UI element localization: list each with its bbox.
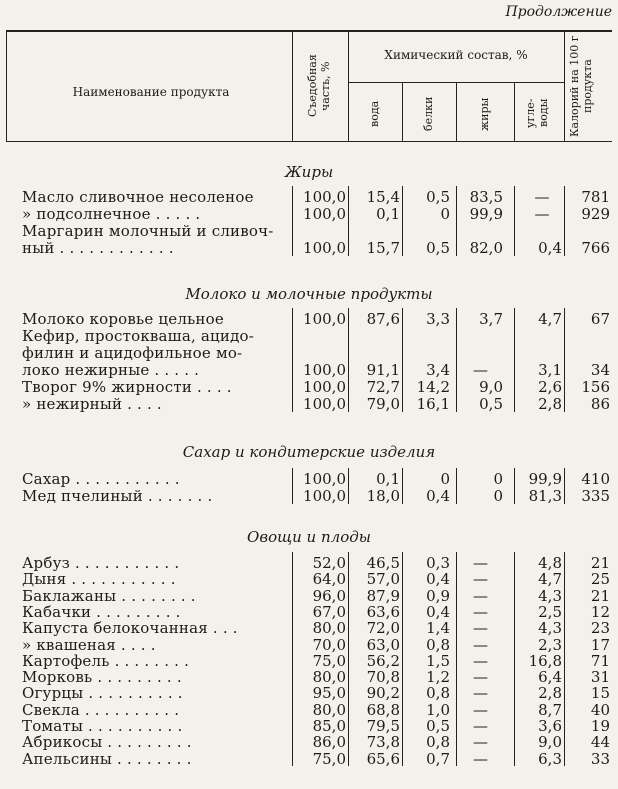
calories-value: 25 <box>590 570 610 589</box>
table-row <box>6 470 612 487</box>
column-divider <box>456 552 457 766</box>
table-row <box>6 554 612 571</box>
protein-value: 0,3 <box>426 554 450 572</box>
table-row <box>6 361 612 378</box>
section-title: Жиры <box>284 163 334 181</box>
column-divider <box>348 186 349 256</box>
protein-value: 0,5 <box>426 188 450 206</box>
section-title: Молоко и молочные продукты <box>185 285 433 303</box>
product-name: Кефир, простокваша, ацидо- <box>22 327 255 345</box>
edible-part-value: 80,0 <box>312 668 346 687</box>
fat-value: — <box>473 700 488 719</box>
calories-value: 44 <box>590 733 610 752</box>
protein-value: 1,5 <box>426 651 450 670</box>
fat-value: 0 <box>493 487 503 505</box>
table-row <box>6 717 612 734</box>
water-value: 79,5 <box>366 717 400 735</box>
protein-value: 0 <box>440 205 450 223</box>
calories-value: 781 <box>581 188 610 206</box>
edible-part-value: 100,0 <box>303 470 346 488</box>
header-divider <box>456 82 457 141</box>
column-divider <box>348 552 349 766</box>
header-divider <box>348 30 349 141</box>
water-value: 90,2 <box>366 684 400 703</box>
water-value: 0,1 <box>376 205 400 223</box>
protein-value: 0,7 <box>426 749 450 768</box>
fat-value: 0 <box>493 470 503 488</box>
table-row <box>6 733 612 750</box>
product-name: » квашеная . . . . <box>22 635 156 654</box>
column-divider <box>514 552 515 766</box>
carbs-value: 16,8 <box>528 651 562 670</box>
column-divider <box>348 308 349 412</box>
carbs-value: 2,5 <box>538 602 562 621</box>
table-row <box>6 750 612 767</box>
header-fat: жиры <box>478 97 491 131</box>
column-divider <box>564 468 565 504</box>
water-value: 87,9 <box>366 586 400 605</box>
fat-value: — <box>473 749 488 768</box>
fat-value: — <box>473 733 488 752</box>
carbs-value: 4,3 <box>538 586 562 605</box>
header-left-border <box>6 30 7 141</box>
water-value: 63,6 <box>366 602 400 621</box>
water-value: 0,1 <box>376 470 400 488</box>
edible-part-value: 100,0 <box>303 205 346 223</box>
column-divider <box>348 468 349 504</box>
fat-value: — <box>473 361 488 379</box>
continued-label: Продолжение <box>505 4 612 20</box>
table-row <box>6 701 612 718</box>
fat-value: — <box>473 619 488 638</box>
product-name: Мед пчелиный . . . . . . . <box>22 487 213 505</box>
protein-value: 0,4 <box>426 487 450 505</box>
table-row <box>6 188 612 205</box>
calories-value: 34 <box>590 361 610 379</box>
header-bottom-border <box>6 141 612 142</box>
column-divider <box>402 186 403 256</box>
header-divider <box>402 82 403 141</box>
water-value: 56,2 <box>366 651 400 670</box>
carbs-value: 8,7 <box>538 700 562 719</box>
calories-value: 335 <box>581 487 610 505</box>
edible-part-value: 80,0 <box>312 619 346 638</box>
carbs-value: — <box>534 205 550 223</box>
edible-part-value: 100,0 <box>303 395 346 413</box>
product-name: Апельсины . . . . . . . . <box>22 749 192 768</box>
product-name: локо нежирные . . . . . <box>22 361 200 379</box>
product-name: Картофель . . . . . . . . <box>22 651 190 670</box>
edible-part-value: 95,0 <box>312 684 346 703</box>
product-name: Капуста белокочанная . . . <box>22 619 238 638</box>
fat-value: — <box>473 586 488 605</box>
product-name: Свекла . . . . . . . . . . <box>22 700 180 719</box>
protein-value: 1,4 <box>426 619 450 638</box>
calories-value: 19 <box>590 717 610 735</box>
water-value: 70,8 <box>366 668 400 687</box>
fat-value: — <box>473 602 488 621</box>
table-row <box>6 378 612 395</box>
column-divider <box>514 308 515 412</box>
product-name: Дыня . . . . . . . . . . . <box>22 570 176 589</box>
protein-value: 0,8 <box>426 733 450 752</box>
water-value: 65,6 <box>366 749 400 768</box>
water-value: 57,0 <box>366 570 400 589</box>
column-divider <box>292 552 293 766</box>
water-value: 87,6 <box>366 310 400 328</box>
column-divider <box>564 552 565 766</box>
edible-part-value: 100,0 <box>303 310 346 328</box>
table-row <box>6 344 612 361</box>
calories-value: 17 <box>590 635 610 654</box>
water-value: 18,0 <box>366 487 400 505</box>
header-calories: Калорий на 100 г продукта <box>568 35 594 137</box>
edible-part-value: 86,0 <box>312 733 346 752</box>
calories-value: 71 <box>590 651 610 670</box>
product-name: Творог 9% жирности . . . . <box>22 378 232 396</box>
product-name: Сахар . . . . . . . . . . . <box>22 470 180 488</box>
table-row <box>6 570 612 587</box>
table-row <box>6 587 612 604</box>
column-divider <box>292 186 293 256</box>
water-value: 91,1 <box>366 361 400 379</box>
fat-value: 99,9 <box>469 205 503 223</box>
edible-part-value: 100,0 <box>303 361 346 379</box>
edible-part-value: 80,0 <box>312 700 346 719</box>
protein-value: 0,4 <box>426 570 450 589</box>
carbs-value: 0,4 <box>538 239 562 257</box>
table-row <box>6 222 612 239</box>
product-name: филин и ацидофильное мо- <box>22 344 243 362</box>
water-value: 72,0 <box>366 619 400 638</box>
calories-value: 67 <box>590 310 610 328</box>
water-value: 15,7 <box>366 239 400 257</box>
product-name: Масло сливочное несоленое <box>22 188 254 206</box>
edible-part-value: 75,0 <box>312 651 346 670</box>
carbs-value: 2,6 <box>538 378 562 396</box>
calories-value: 21 <box>590 586 610 605</box>
product-name: ный . . . . . . . . . . . . <box>22 239 174 257</box>
fat-value: — <box>473 651 488 670</box>
water-value: 72,7 <box>366 378 400 396</box>
protein-value: 16,1 <box>416 395 450 413</box>
carbs-value: 4,8 <box>538 554 562 572</box>
water-value: 68,8 <box>366 700 400 719</box>
carbs-value: 4,7 <box>538 570 562 589</box>
carbs-value: 99,9 <box>528 470 562 488</box>
water-value: 63,0 <box>366 635 400 654</box>
calories-value: 15 <box>590 684 610 703</box>
carbs-value: — <box>534 188 550 206</box>
calories-value: 410 <box>581 470 610 488</box>
product-name: Абрикосы . . . . . . . . . <box>22 733 192 752</box>
edible-part-value: 85,0 <box>312 717 346 735</box>
protein-value: 0,5 <box>426 717 450 735</box>
product-name: » нежирный . . . . <box>22 395 162 413</box>
edible-part-value: 100,0 <box>303 188 346 206</box>
calories-value: 40 <box>590 700 610 719</box>
fat-value: — <box>473 668 488 687</box>
product-name: Молоко коровье цельное <box>22 310 224 328</box>
column-divider <box>402 308 403 412</box>
protein-value: 14,2 <box>416 378 450 396</box>
edible-part-value: 75,0 <box>312 749 346 768</box>
section-title: Сахар и кондитерские изделия <box>182 443 436 461</box>
product-name: » подсолнечное . . . . . <box>22 205 201 223</box>
fat-value: — <box>473 554 488 572</box>
carbs-value: 4,3 <box>538 619 562 638</box>
fat-value: — <box>473 684 488 703</box>
carbs-value: 4,7 <box>538 310 562 328</box>
column-divider <box>292 468 293 504</box>
table-row <box>6 619 612 636</box>
calories-value: 31 <box>590 668 610 687</box>
header-divider <box>514 82 515 141</box>
column-divider <box>564 186 565 256</box>
column-divider <box>456 468 457 504</box>
table-row <box>6 310 612 327</box>
fat-value: — <box>473 570 488 589</box>
product-name: Томаты . . . . . . . . . . <box>22 717 183 735</box>
carbs-value: 2,8 <box>538 684 562 703</box>
column-divider <box>514 186 515 256</box>
table-row <box>6 239 612 256</box>
table-top-border <box>6 30 612 32</box>
carbs-value: 6,4 <box>538 668 562 687</box>
fat-value: — <box>473 717 488 735</box>
product-name: Кабачки . . . . . . . . . <box>22 602 181 621</box>
product-name: Баклажаны . . . . . . . . <box>22 586 196 605</box>
edible-part-value: 67,0 <box>312 602 346 621</box>
edible-part-value: 52,0 <box>312 554 346 572</box>
table-row <box>6 487 612 504</box>
header-chemical-composition: Химический состав, % <box>384 48 528 62</box>
protein-value: 0,8 <box>426 684 450 703</box>
water-value: 46,5 <box>366 554 400 572</box>
product-name: Огурцы . . . . . . . . . . <box>22 684 183 703</box>
protein-value: 0,4 <box>426 602 450 621</box>
protein-value: 0,5 <box>426 239 450 257</box>
carbs-value: 2,3 <box>538 635 562 654</box>
header-protein: белки <box>422 96 435 132</box>
edible-part-value: 100,0 <box>303 378 346 396</box>
edible-part-value: 100,0 <box>303 239 346 257</box>
column-divider <box>456 186 457 256</box>
nutrition-table <box>6 30 612 789</box>
carbs-value: 6,3 <box>538 749 562 768</box>
protein-value: 0 <box>440 470 450 488</box>
table-row <box>6 327 612 344</box>
protein-value: 1,0 <box>426 700 450 719</box>
table-row <box>6 668 612 685</box>
edible-part-value: 70,0 <box>312 635 346 654</box>
calories-value: 23 <box>590 619 610 638</box>
table-row <box>6 636 612 653</box>
column-divider <box>514 468 515 504</box>
carbs-value: 3,6 <box>538 717 562 735</box>
table-row <box>6 395 612 412</box>
carbs-value: 9,0 <box>538 733 562 752</box>
calories-value: 12 <box>590 602 610 621</box>
water-value: 79,0 <box>366 395 400 413</box>
protein-value: 1,2 <box>426 668 450 687</box>
table-row <box>6 205 612 222</box>
carbs-value: 2,8 <box>538 395 562 413</box>
header-divider <box>564 30 565 141</box>
header-divider <box>292 30 293 141</box>
header-edible: Съедобная часть, % <box>306 54 332 118</box>
product-name: Морковь . . . . . . . . . <box>22 668 182 687</box>
column-divider <box>402 468 403 504</box>
column-divider <box>292 308 293 412</box>
calories-value: 21 <box>590 554 610 572</box>
protein-value: 3,3 <box>426 310 450 328</box>
fat-value: 9,0 <box>479 378 503 396</box>
header-product-name: Наименование продукта <box>72 85 230 99</box>
water-value: 73,8 <box>366 733 400 752</box>
calories-value: 33 <box>590 749 610 768</box>
column-divider <box>456 308 457 412</box>
section-title: Овощи и плоды <box>247 528 371 546</box>
protein-value: 0,8 <box>426 635 450 654</box>
fat-value: 0,5 <box>479 395 503 413</box>
product-name: Арбуз . . . . . . . . . . . <box>22 554 180 572</box>
header-water: вода <box>368 100 381 128</box>
calories-value: 156 <box>581 378 610 396</box>
edible-part-value: 100,0 <box>303 487 346 505</box>
water-value: 15,4 <box>366 188 400 206</box>
table-row <box>6 652 612 669</box>
carbs-value: 81,3 <box>528 487 562 505</box>
fat-value: — <box>473 635 488 654</box>
column-divider <box>564 308 565 412</box>
calories-value: 86 <box>590 395 610 413</box>
table-row <box>6 603 612 620</box>
protein-value: 0,9 <box>426 586 450 605</box>
calories-value: 766 <box>581 239 610 257</box>
fat-value: 3,7 <box>479 310 503 328</box>
edible-part-value: 64,0 <box>312 570 346 589</box>
chem-subheader-line <box>348 82 564 83</box>
table-row <box>6 684 612 701</box>
fat-value: 82,0 <box>469 239 503 257</box>
carbs-value: 3,1 <box>538 361 562 379</box>
edible-part-value: 96,0 <box>312 586 346 605</box>
header-carbs: угле-воды <box>524 98 550 128</box>
fat-value: 83,5 <box>469 188 503 206</box>
column-divider <box>402 552 403 766</box>
protein-value: 3,4 <box>426 361 450 379</box>
calories-value: 929 <box>581 205 610 223</box>
product-name: Маргарин молочный и сливоч- <box>22 222 274 240</box>
